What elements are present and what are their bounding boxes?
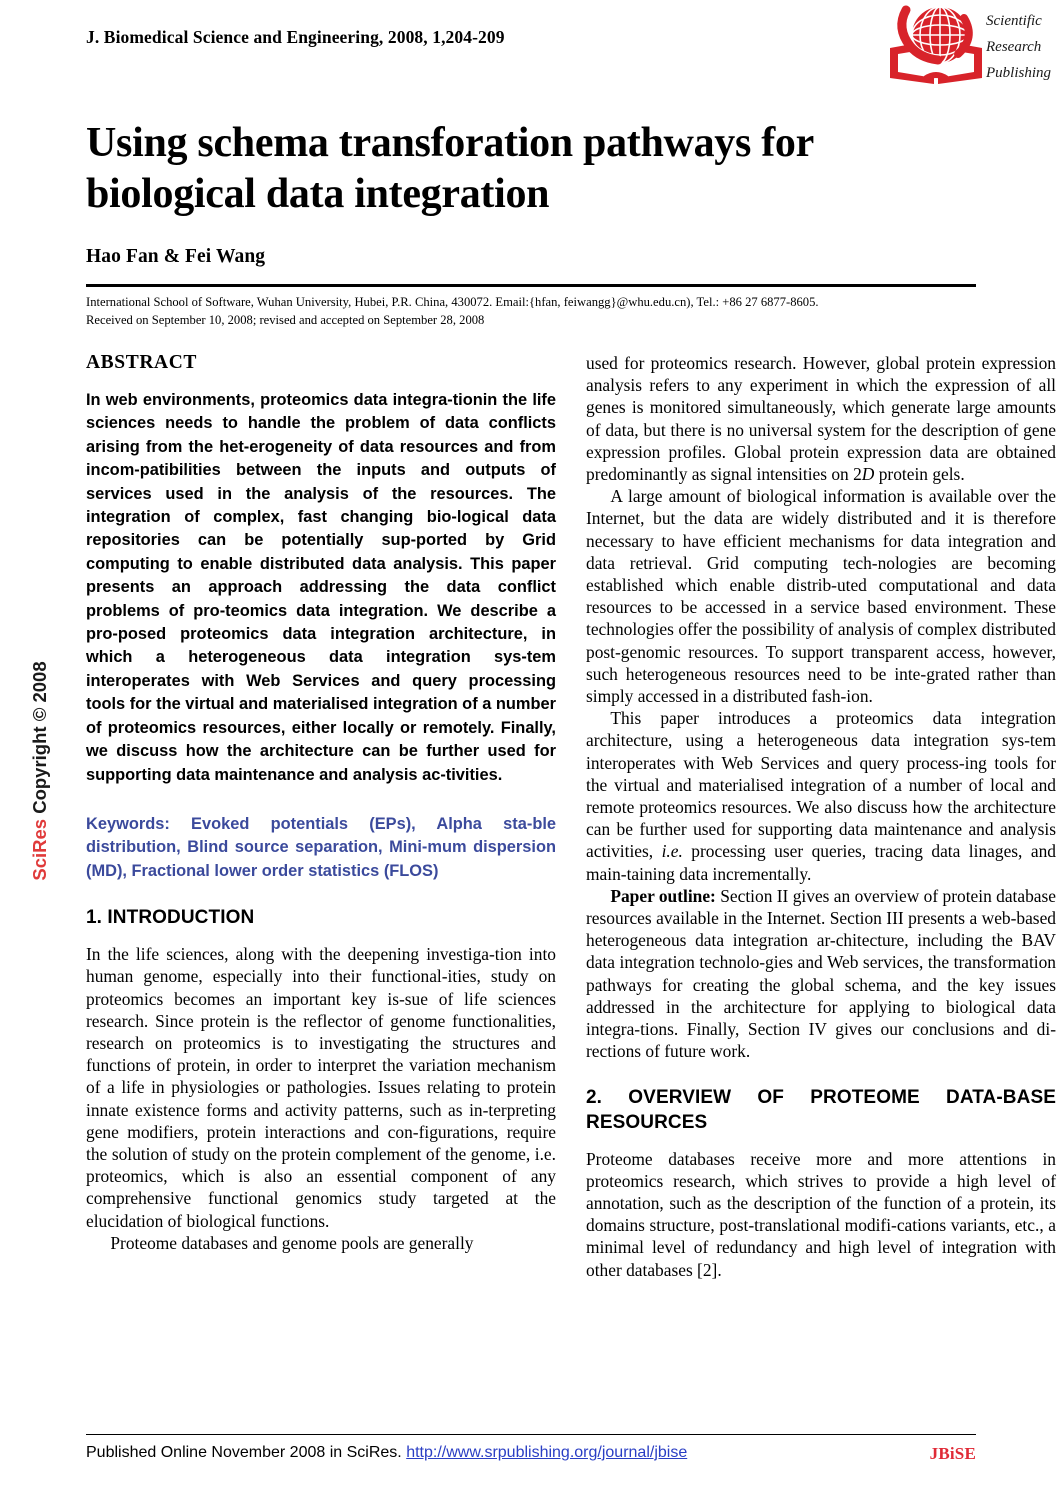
right-paragraph-2: A large amount of biological information is available over the Internet, but the data are widely distributed and it is therefore necessary to have efficient mechanisms for data integration and data retrieval. Grid computing tech-nologies are becoming established which enable distrib-uted computational and data resources to be accessed in a service based environment. These technologies offer the possibility of analysis of complex distributed post-genomic resources. To support transparent access, however, such heterogeneous resources need to be inte-grated rather than simply accessed in a distributed fash-ion. bbox=[586, 486, 1056, 707]
logo-line-publishing: Publishing bbox=[986, 65, 1052, 81]
sidebar-copyright-text: Copyright © 2008 bbox=[29, 661, 50, 814]
sidebar-copyright bbox=[29, 621, 51, 921]
keywords-block bbox=[86, 813, 556, 883]
right-paragraph-3 bbox=[586, 707, 1056, 885]
right-p1-italic-2d: D bbox=[861, 464, 875, 485]
keywords-value: : Evoked potentials (EPs), Alpha sta-ble distribution, Blind source separation, Mini-mum dispersion (MD), Fractional lower order statistics (FLOS) bbox=[86, 814, 556, 880]
left-column bbox=[86, 352, 556, 1254]
right-p3-italic-ie: i.e. bbox=[661, 841, 683, 862]
section-heading-introduction: 1. INTRODUCTION bbox=[86, 907, 255, 929]
affiliation-line: International School of Software, Wuhan University, Hubei, P.R. China, 430072. Email:{hfan, feiwangg}@whu.edu.cn), Tel.: +86 27 6877-8605. bbox=[86, 295, 819, 309]
page-title: Using schema transforation pathways for biological data integration bbox=[86, 120, 814, 217]
title-block bbox=[86, 118, 976, 268]
footer-publish-info bbox=[86, 1444, 687, 1462]
title-divider bbox=[86, 284, 976, 287]
affiliation-block bbox=[86, 294, 986, 329]
section-heading-overview: 2. OVERVIEW OF PROTEOME DATA-BASE RESOURCES bbox=[586, 1086, 1056, 1133]
abstract-heading: ABSTRACT bbox=[86, 352, 197, 373]
page-header bbox=[0, 0, 1063, 96]
right-column bbox=[586, 352, 1056, 1281]
received-line: Received on September 10, 2008; revised and accepted on September 28, 2008 bbox=[86, 312, 485, 327]
intro-paragraph-2: Proteome databases and genome pools are generally bbox=[110, 1232, 474, 1253]
globe-book-logo-icon bbox=[884, 2, 988, 90]
journal-reference: J. Biomedical Science and Engineering, 2008, 1,204-209 bbox=[86, 27, 505, 47]
right-p3-part1: This paper introduces a proteomics data integration architecture, using a heterogeneous data integration sys-tem interoperates with Web Services and query process-ing tools for the virtual and materialised integration of a number of local and remote proteomics resources. We also discuss how the architecture can be further used for supporting data maintenance and analysis activities, bbox=[586, 708, 1056, 862]
right-p1-part1: used for proteomics research. However, global protein expression analysis refers to any experiment in which the expression of all genes is monitored simultaneously, which generate large amounts of data, but there is no universal system for the description of gene expression profiles. Global protein expression data are obtained predominantly as signal intensities on 2 bbox=[586, 353, 1056, 485]
footer-journal-url[interactable]: http://www.srpublishing.org/journal/jbise bbox=[406, 1444, 688, 1461]
intro-paragraph-1: In the life sciences, along with the deepening investiga-tion into human genome, especially into their functional-ities, study on proteomics becomes an important key is-sue of life sciences research. Since protein is the reflector of genome functionalities, research on proteomics is to investigating the structures and functions of protein, in order to interpret the variation mechanism of a life in physiologies or pathologies. Issues relating to protein innate existence forms and activity patterns, such as in-terpreting gene modifiers, protein interactions and con-figurations, require the solution of study on the protein complement of the genome, i.e. proteomics, which is also an essential component of any comprehensive functional genomics study targeted at the elucidation of biological functions. bbox=[86, 944, 556, 1231]
right-paragraph-paper-outline bbox=[586, 885, 1056, 1063]
authors: Hao Fan & Fei Wang bbox=[86, 246, 266, 267]
page-footer bbox=[86, 1444, 976, 1474]
paper-outline-body: Section II gives an overview of protein database resources available in the Internet. Section III presents a web-based heterogeneous data integration ar-chitecture, including the BAV data integration technolo-gies and Web services, the transformation pathways for creating the global schema, and the key issues addressed in the architecture for applying to biological data integra-tions. Finally, Section IV gives our conclusions and di-rections of future work. bbox=[586, 885, 1057, 1062]
sidebar-brand: SciRes bbox=[29, 818, 50, 881]
publisher-logo-text bbox=[986, 8, 1062, 86]
right-paragraph-1 bbox=[586, 352, 1056, 485]
paper-outline-label: Paper outline: bbox=[610, 885, 716, 906]
footer-divider bbox=[86, 1434, 976, 1435]
keywords-label: Keywords bbox=[86, 814, 165, 833]
logo-line-research: Research bbox=[986, 39, 1042, 55]
abstract-body: In web environments, proteomics data integra-tionin the life sciences needs to handle the problem of data conflicts arising from the het-erogeneity of data resources and from incom-patibilities between the inputs and outputs of services used in the analysis of the resources. The integration of complex, fast changing bio-logical data repositories can be potentially sup-ported by Grid computing to enable distributed data analysis. This paper presents an approach addressing the data conflict problems of pro-teomics data integration. We describe a pro-posed proteomics data integration architecture, in which a heterogeneous data integration sys-tem interoperates with Web Services and query processing tools for the virtual and materialised integration of a number of proteomics resources, either locally or remotely. Finally, we discuss how the architecture can be further used for supporting data maintenance and analysis ac-tivities. bbox=[86, 391, 556, 784]
journal-abbreviation: JBiSE bbox=[929, 1444, 976, 1463]
logo-line-scientific: Scientific bbox=[986, 13, 1042, 29]
section2-paragraph-1: Proteome databases receive more and more attentions in proteomics research, which strives to provide a high level of annotation, such as the description of the function of a protein, its domains structure, post-translational modifi-cations variants, etc., a minimal level of redundancy and high level of integration with other databases [2]. bbox=[586, 1148, 1056, 1280]
publisher-logo bbox=[884, 2, 1059, 92]
footer-publish-text: Published Online November 2008 in SciRes. bbox=[86, 1444, 402, 1461]
right-p1-part2: protein gels. bbox=[874, 464, 965, 485]
right-p3-part2: processing user queries, tracing data linages, and main-taining data incrementally. bbox=[586, 841, 1056, 884]
